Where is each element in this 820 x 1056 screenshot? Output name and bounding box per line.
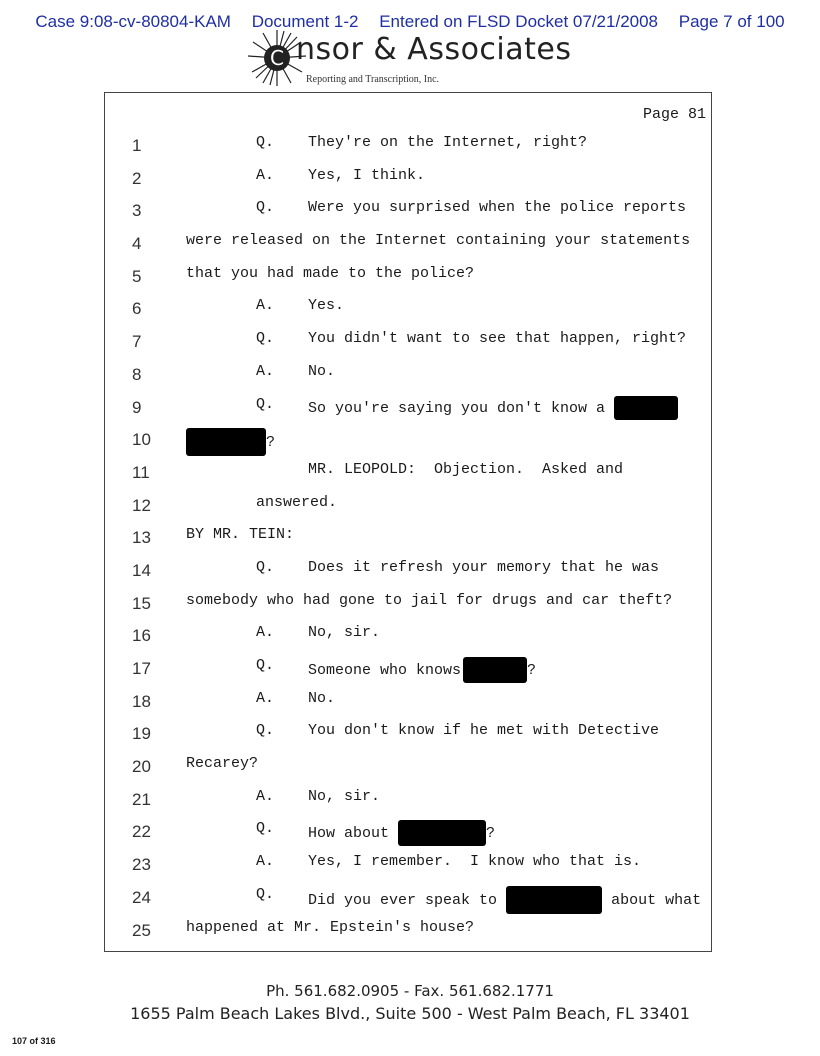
company-name: nsor & Associates [296,32,572,67]
line-number: 2 [132,168,142,188]
line-number: 15 [132,593,151,613]
transcript-line [110,357,710,390]
line-content [186,428,275,456]
line-content [308,657,536,683]
line-number: 14 [132,560,151,580]
footer-address: 1655 Palm Beach Lakes Blvd., Suite 500 - West Palm Beach, FL 33401 [130,1004,690,1023]
speaker-lead: A. [256,362,275,380]
line-text: ? [266,434,276,452]
line-text: happened at Mr. Epstein's house? [186,918,475,936]
transcript-line [110,161,710,194]
redaction-box [506,886,602,914]
transcript-line [110,226,710,259]
speaker-lead: Q. [256,820,275,838]
line-text: Yes. [308,297,345,315]
transcript-line [110,651,710,684]
document-number: Document 1-2 [251,12,359,31]
line-number: 7 [132,332,142,352]
line-text: Recarey? [186,755,259,773]
line-number: 3 [132,201,142,221]
line-text: answered. [256,493,338,511]
transcript-line [110,716,710,749]
line-text: How about [308,825,390,843]
svg-text:C: C [270,46,284,70]
line-number: 22 [132,822,151,842]
line-number: 20 [132,757,151,777]
line-number: 11 [132,462,150,482]
transcript-line [110,291,710,324]
speaker-lead: Q. [256,722,275,740]
transcript-lines [110,128,710,945]
line-content [308,886,701,914]
line-number: 24 [132,887,151,907]
transcript-line [110,814,710,847]
line-text: were released on the Internet containing your statements [186,232,691,250]
line-text: Does it refresh your memory that he was [308,558,660,576]
transcript-line [110,782,710,815]
transcript-line [110,488,710,521]
line-number: 19 [132,724,151,744]
redaction-box [463,657,527,683]
line-number: 25 [132,920,151,940]
line-content [308,396,678,420]
transcript-line [110,520,710,553]
transcript-line [110,618,710,651]
line-number: 10 [132,430,151,450]
line-number: 18 [132,691,151,711]
transcript-line [110,455,710,488]
line-text: MR. LEOPOLD: Objection. Asked and [308,460,624,478]
transcript-line [110,259,710,292]
line-number: 8 [132,364,142,384]
line-text: Yes, I think. [308,166,426,184]
line-number: 16 [132,626,151,646]
transcript-line [110,128,710,161]
line-number: 4 [132,234,142,254]
line-number: 12 [132,495,151,515]
line-number: 1 [132,136,142,155]
line-text: BY MR. TEIN: [186,526,295,544]
speaker-lead: Q. [256,330,275,348]
speaker-lead: A. [256,624,275,642]
line-text: Were you surprised when the police reports [308,199,687,217]
speaker-lead: Q. [256,885,275,903]
redaction-box [614,396,678,420]
line-text: You didn't want to see that happen, right? [308,330,687,348]
speaker-lead: A. [256,853,275,871]
line-text: No. [308,362,336,380]
speaker-lead: A. [256,297,275,315]
speaker-lead: A. [256,689,275,707]
speaker-lead: A. [256,787,275,805]
transcript-line [110,847,710,880]
transcript-line [110,749,710,782]
transcript-line [110,193,710,226]
line-text-after: ? [486,825,496,843]
pdf-page-count: 107 of 316 [12,1036,56,1046]
case-number: Case 9:08-cv-80804-KAM [35,12,231,31]
speaker-lead: A. [256,166,275,184]
line-text: that you had made to the police? [186,264,475,282]
footer-phone-fax: Ph. 561.682.0905 - Fax. 561.682.1771 [266,982,554,1000]
transcript-line [110,390,710,423]
line-number: 21 [132,789,151,809]
line-text: Someone who knows [308,661,462,679]
transcript-line [110,684,710,717]
stamp-page-number: Page 7 of 100 [678,12,785,31]
transcript-line [110,553,710,586]
speaker-lead: Q. [256,199,275,217]
line-number: 23 [132,855,151,875]
speaker-lead: Q. [256,395,275,413]
transcript-page-label: Page 81 [642,106,706,123]
company-logo [246,28,572,94]
line-number: 5 [132,266,142,286]
speaker-lead: Q. [256,134,275,151]
line-text: They're on the Internet, right? [308,134,588,151]
transcript-line [110,324,710,357]
transcript-line [110,880,710,913]
line-text: No, sir. [308,624,381,642]
line-text: You don't know if he met with Detective [308,722,660,740]
transcript-line [110,422,710,455]
redaction-box [186,428,266,456]
line-text: somebody who had gone to jail for drugs and car theft? [186,591,673,609]
line-text: Yes, I remember. I know who that is. [308,853,642,871]
line-text: Did you ever speak to [308,891,498,909]
line-text: No, sir. [308,787,381,805]
speaker-lead: Q. [256,657,275,674]
line-text: So you're saying you don't know a [308,399,606,417]
line-number: 6 [132,299,142,319]
speaker-lead: Q. [256,558,275,576]
line-text: No. [308,689,336,707]
line-number: 13 [132,528,151,548]
transcript-line [110,913,710,946]
redaction-box [398,820,486,846]
line-text-after: ? [527,661,537,679]
company-subtitle: Reporting and Transcription, Inc. [306,74,440,85]
docket-entry: Entered on FLSD Docket 07/21/2008 [379,12,659,31]
line-number: 9 [132,397,142,417]
line-number: 17 [132,659,151,678]
line-text-after: about what [611,891,702,909]
line-content [308,820,495,846]
transcript-line [110,586,710,619]
